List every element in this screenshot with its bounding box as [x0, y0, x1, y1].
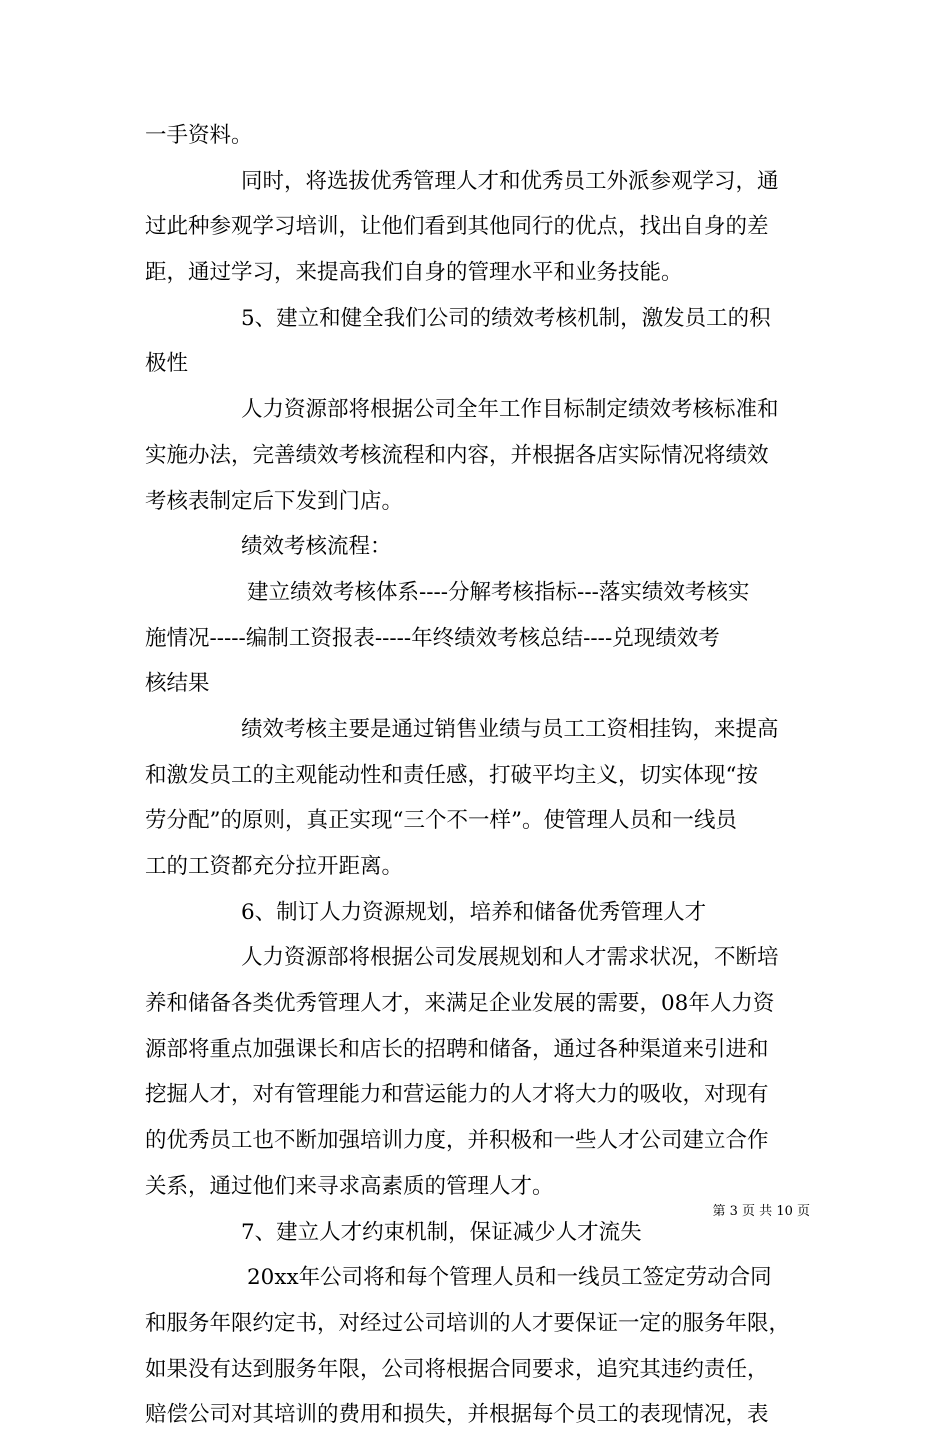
text-line: 过此种参观学习培训，让他们看到其他同行的优点，找出自身的差: [145, 214, 769, 240]
page-number-footer: 第 3 页 共 10 页: [712, 1204, 810, 1219]
section-heading: 6、制订人力资源规划，培养和储备优秀管理人才: [241, 899, 707, 925]
text-line: 劳分配”的原则，真正实现“三个不一样”。使管理人员和一线员: [145, 808, 737, 834]
text-line: 绩效考核主要是通过销售业绩与员工工资相挂钩，来提高: [241, 716, 779, 742]
section-heading: 7、建立人才约束机制，保证减少人才流失: [241, 1219, 642, 1245]
text-line: 一手资料。: [145, 123, 253, 148]
text-line: 赔偿公司对其培训的费用和损失，并根据每个员工的表现情况，表: [145, 1402, 769, 1428]
text-line: 工的工资都充分拉开距离。: [145, 854, 404, 879]
text-line: 绩效考核流程：: [241, 534, 392, 560]
section-heading: 5、建立和健全我们公司的绩效考核机制，激发员工的积: [241, 305, 771, 331]
text-line: 20xx年公司将和每个管理人员和一线员工签定劳动合同: [247, 1265, 772, 1291]
text-line: 核结果: [145, 671, 210, 697]
section-heading-continued: 极性: [145, 351, 189, 377]
text-line: 挖掘人才，对有管理能力和营运能力的人才将大力的吸收，对现有: [145, 1082, 769, 1108]
text-line: 施情况-----编制工资报表-----年终绩效考核总结----兑现绩效考: [145, 625, 720, 651]
text-line: 同时，将选拔优秀管理人才和优秀员工外派参观学习，通: [241, 168, 779, 194]
text-line: 人力资源部将根据公司发展规划和人才需求状况，不断培: [241, 945, 779, 971]
text-line: 和服务年限约定书，对经过公司培训的人才要保证一定的服务年限，: [145, 1310, 791, 1336]
text-line: 的优秀员工也不断加强培训力度，并积极和一些人才公司建立合作: [145, 1128, 769, 1154]
text-line: 人力资源部将根据公司全年工作目标制定绩效考核标准和: [241, 397, 779, 423]
text-line: 建立绩效考核体系----分解考核指标---落实绩效考核实: [247, 579, 750, 605]
text-line: 实施办法，完善绩效考核流程和内容，并根据各店实际情况将绩效: [145, 442, 769, 468]
text-line: 和激发员工的主观能动性和责任感，打破平均主义，切实体现“按: [145, 762, 758, 788]
text-line: 如果没有达到服务年限，公司将根据合同要求，追究其违约责任，: [145, 1356, 769, 1382]
text-line: 考核表制定后下发到门店。: [145, 488, 404, 514]
document-body: [145, 113, 810, 1438]
text-line: 养和储备各类优秀管理人才，来满足企业发展的需要，08年人力资: [145, 991, 775, 1017]
text-line: 源部将重点加强课长和店长的招聘和储备，通过各种渠道来引进和: [145, 1036, 769, 1062]
text-line: 关系，通过他们来寻求高素质的管理人才。: [145, 1173, 554, 1199]
text-line: 距，通过学习，来提高我们自身的管理水平和业务技能。: [145, 260, 683, 286]
